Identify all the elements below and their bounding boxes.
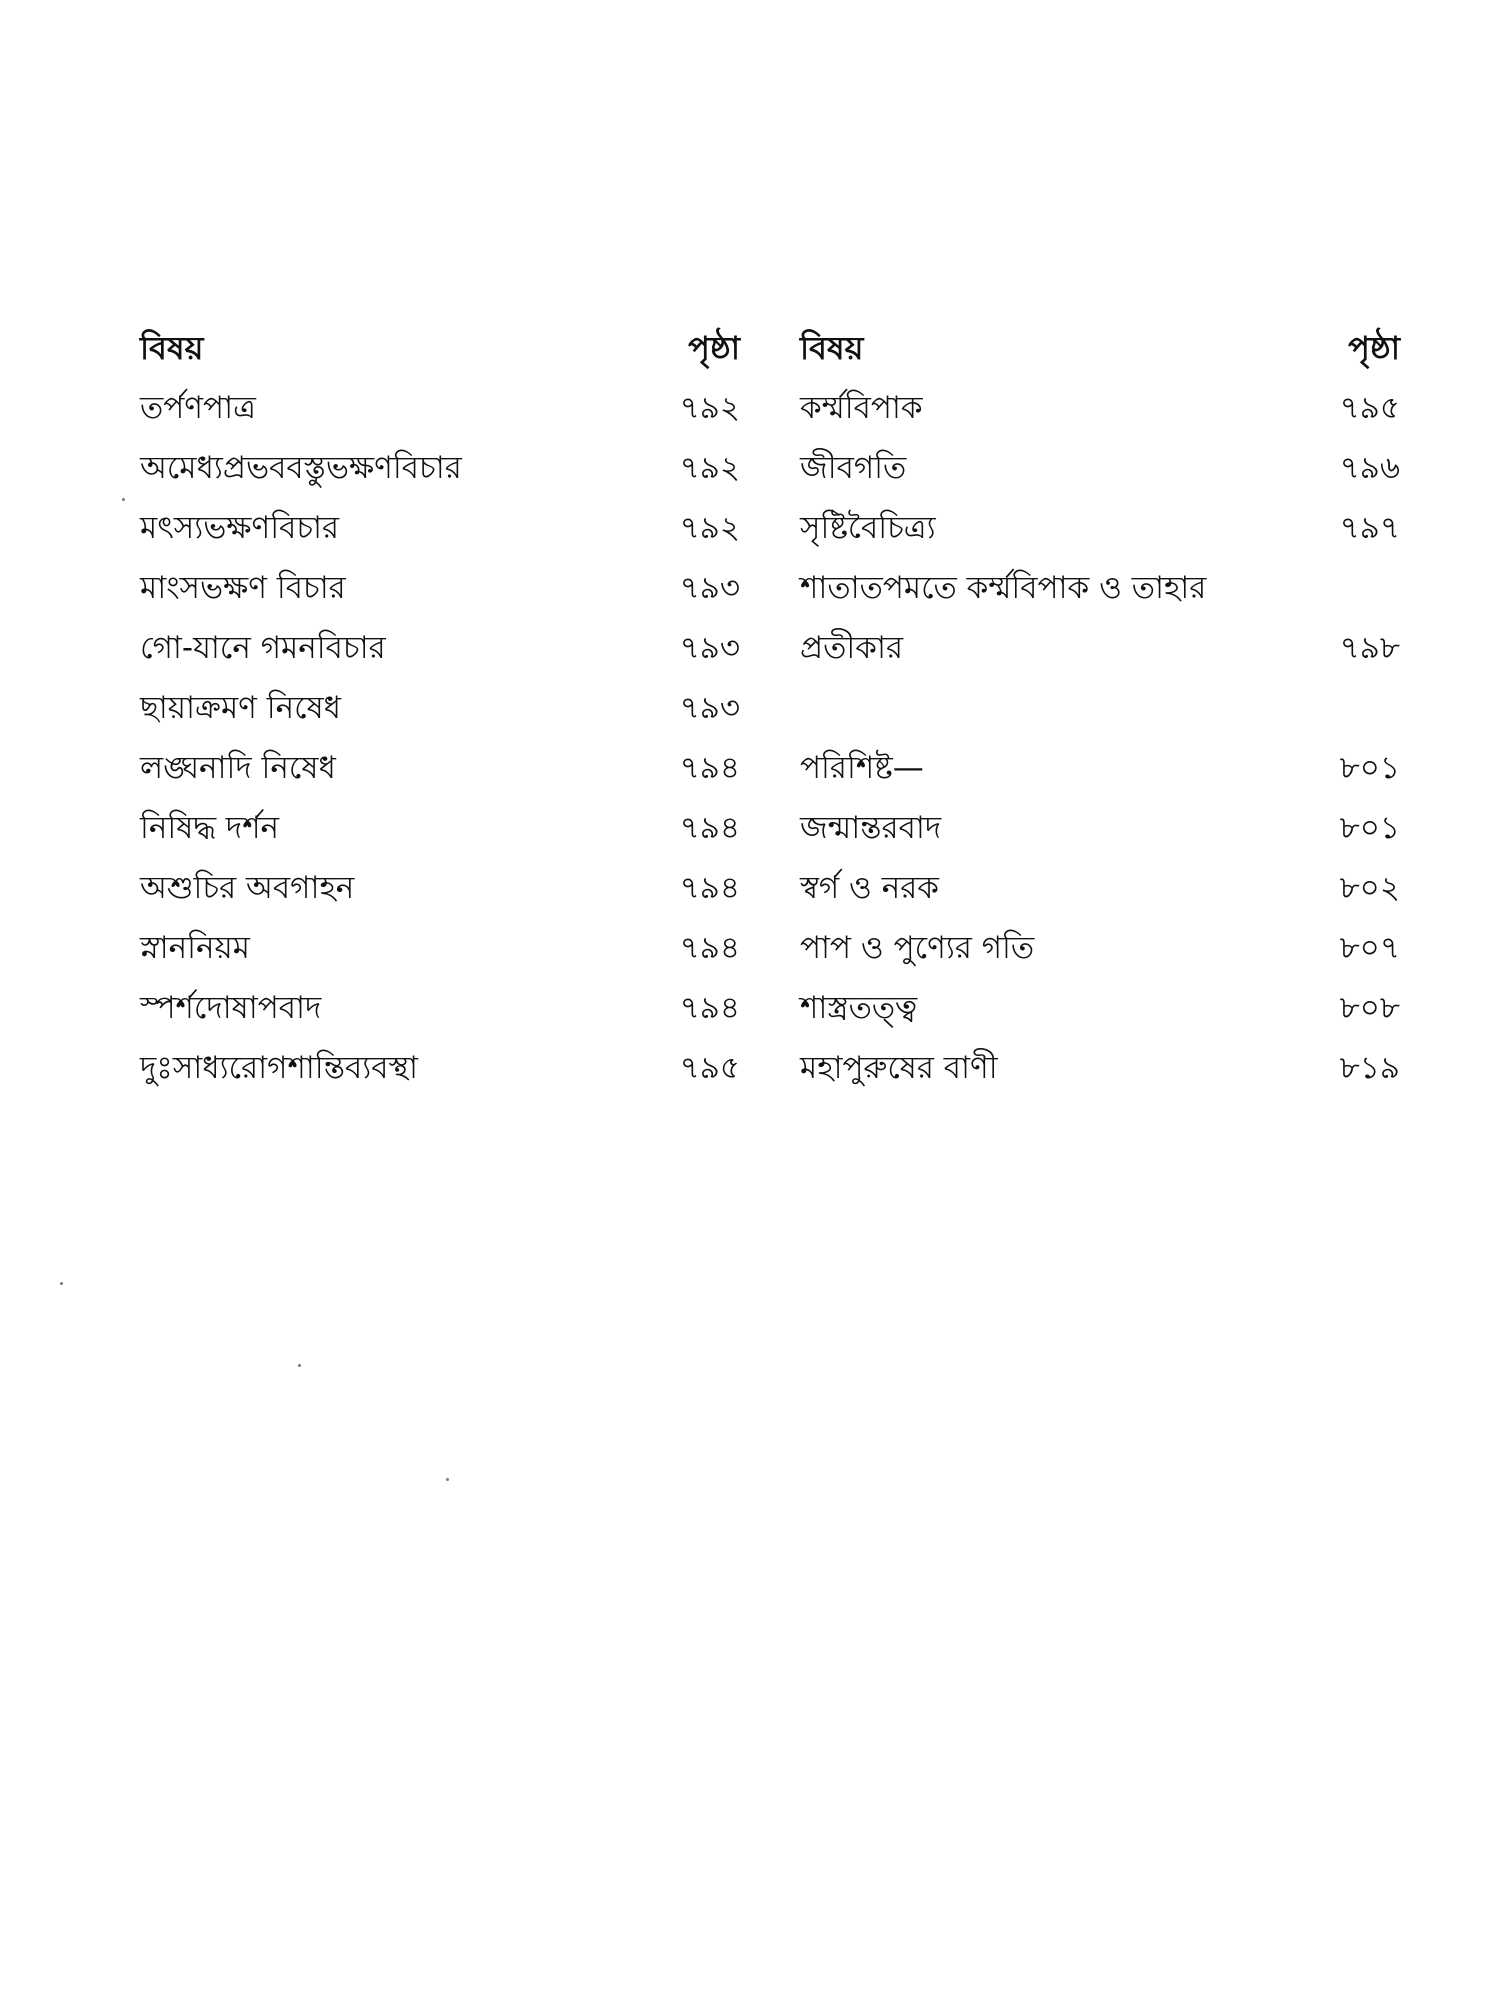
entry-page-number: ৭৯৪ [679, 810, 740, 846]
index-entry [800, 618, 1400, 678]
index-entry [140, 558, 740, 618]
entry-topic: শাস্ত্রতত্ত্ব [800, 990, 918, 1026]
index-entry [140, 378, 740, 438]
entry-page-number: ৭৯২ [679, 450, 740, 486]
entry-page-number: ৭৯৫ [679, 1050, 740, 1086]
entry-topic: শাতাতপমতে কর্ম্মবিপাক ও তাহার [800, 570, 1207, 606]
index-entry [140, 438, 740, 498]
entry-page-number: ৭৯৩ [679, 690, 740, 726]
entry-page-number: ৭৯২ [679, 390, 740, 426]
entry-page-number: ৭৯৩ [679, 630, 740, 666]
index-entry [140, 858, 740, 918]
entry-topic: সৃষ্টিবৈচিত্র্য [800, 510, 936, 546]
left-header-row [140, 318, 740, 378]
index-entry [800, 978, 1400, 1038]
entry-page-number: ৭৯৪ [679, 870, 740, 906]
scan-speck [60, 1282, 63, 1285]
index-entry [140, 618, 740, 678]
scan-speck [446, 1478, 449, 1481]
left-page-heading: পৃষ্ঠা [688, 329, 740, 367]
entry-topic: স্পর্শদোষাপবাদ [140, 990, 322, 1026]
entry-page-number: ৭৯৩ [679, 570, 740, 606]
entry-page-number: ৮০২ [1339, 870, 1400, 906]
index-entry [140, 918, 740, 978]
entry-topic: স্নাননিয়ম [140, 930, 250, 966]
entry-topic: মহাপুরুষের বাণী [800, 1050, 998, 1086]
index-entry [800, 798, 1400, 858]
entry-topic: মৎস্যভক্ষণবিচার [140, 510, 340, 546]
index-entry [140, 798, 740, 858]
entry-page-number: ৮০৭ [1339, 930, 1400, 966]
entry-topic: পাপ ও পুণ্যের গতি [800, 930, 1035, 966]
entry-page-number: ৭৯৮ [1339, 630, 1400, 666]
entry-topic: কর্ম্মবিপাক [800, 390, 923, 426]
entry-topic: প্রতীকার [800, 630, 903, 666]
right-topic-heading: বিষয় [800, 329, 864, 367]
entry-topic: নিষিদ্ধ দর্শন [140, 810, 280, 846]
index-entry [140, 978, 740, 1038]
entry-page-number: ৭৯৪ [679, 930, 740, 966]
entry-page-number: ৭৯৬ [1339, 450, 1400, 486]
index-entry [800, 498, 1400, 558]
entry-page-number: ৮০১ [1339, 810, 1400, 846]
entry-page-number: ৮১৯ [1339, 1050, 1400, 1086]
right-header-row [800, 318, 1400, 378]
index-entry [800, 738, 1400, 798]
right-page-heading: পৃষ্ঠা [1348, 329, 1400, 367]
entry-topic: পরিশিষ্ট— [800, 750, 924, 786]
entry-topic: তর্পণপাত্র [140, 390, 256, 426]
right-column [800, 318, 1400, 1098]
entry-page-number: ৭৯৪ [679, 750, 740, 786]
index-entry [140, 1038, 740, 1098]
entry-page-number: ৭৯৭ [1339, 510, 1400, 546]
entry-page-number: ৭৯৫ [1339, 390, 1400, 426]
index-entry [800, 438, 1400, 498]
index-entry [800, 858, 1400, 918]
entry-topic: ছায়াক্রমণ নিষেধ [140, 690, 342, 726]
scan-speck [122, 498, 125, 501]
left-column [140, 318, 740, 1098]
entry-topic: অশুচির অবগাহন [140, 870, 355, 906]
entry-topic: মাংসভক্ষণ বিচার [140, 570, 346, 606]
entry-topic: স্বর্গ ও নরক [800, 870, 939, 906]
entry-page-number: ৭৯২ [679, 510, 740, 546]
index-entry [800, 918, 1400, 978]
entry-topic: গো-যানে গমনবিচার [140, 630, 386, 666]
entry-topic: জন্মান্তরবাদ [800, 810, 942, 846]
index-entry [140, 678, 740, 738]
entry-topic: অমেধ্যপ্রভববস্তুভক্ষণবিচার [140, 450, 462, 486]
index-entry [800, 558, 1400, 618]
index-entry [140, 498, 740, 558]
index-entry [140, 738, 740, 798]
index-entry-blank [800, 678, 1400, 738]
entry-topic: লঙ্ঘনাদি নিষেধ [140, 750, 336, 786]
left-topic-heading: বিষয় [140, 329, 204, 367]
entry-page-number: ৮০৮ [1339, 990, 1400, 1026]
index-entry [800, 378, 1400, 438]
scan-speck [298, 1364, 301, 1367]
entry-topic: দুঃসাধ্যরোগশান্তিব্যবস্থা [140, 1050, 419, 1086]
entry-topic: জীবগতি [800, 450, 907, 486]
index-entry [800, 1038, 1400, 1098]
entry-page-number: ৭৯৪ [679, 990, 740, 1026]
entry-page-number: ৮০১ [1339, 750, 1400, 786]
